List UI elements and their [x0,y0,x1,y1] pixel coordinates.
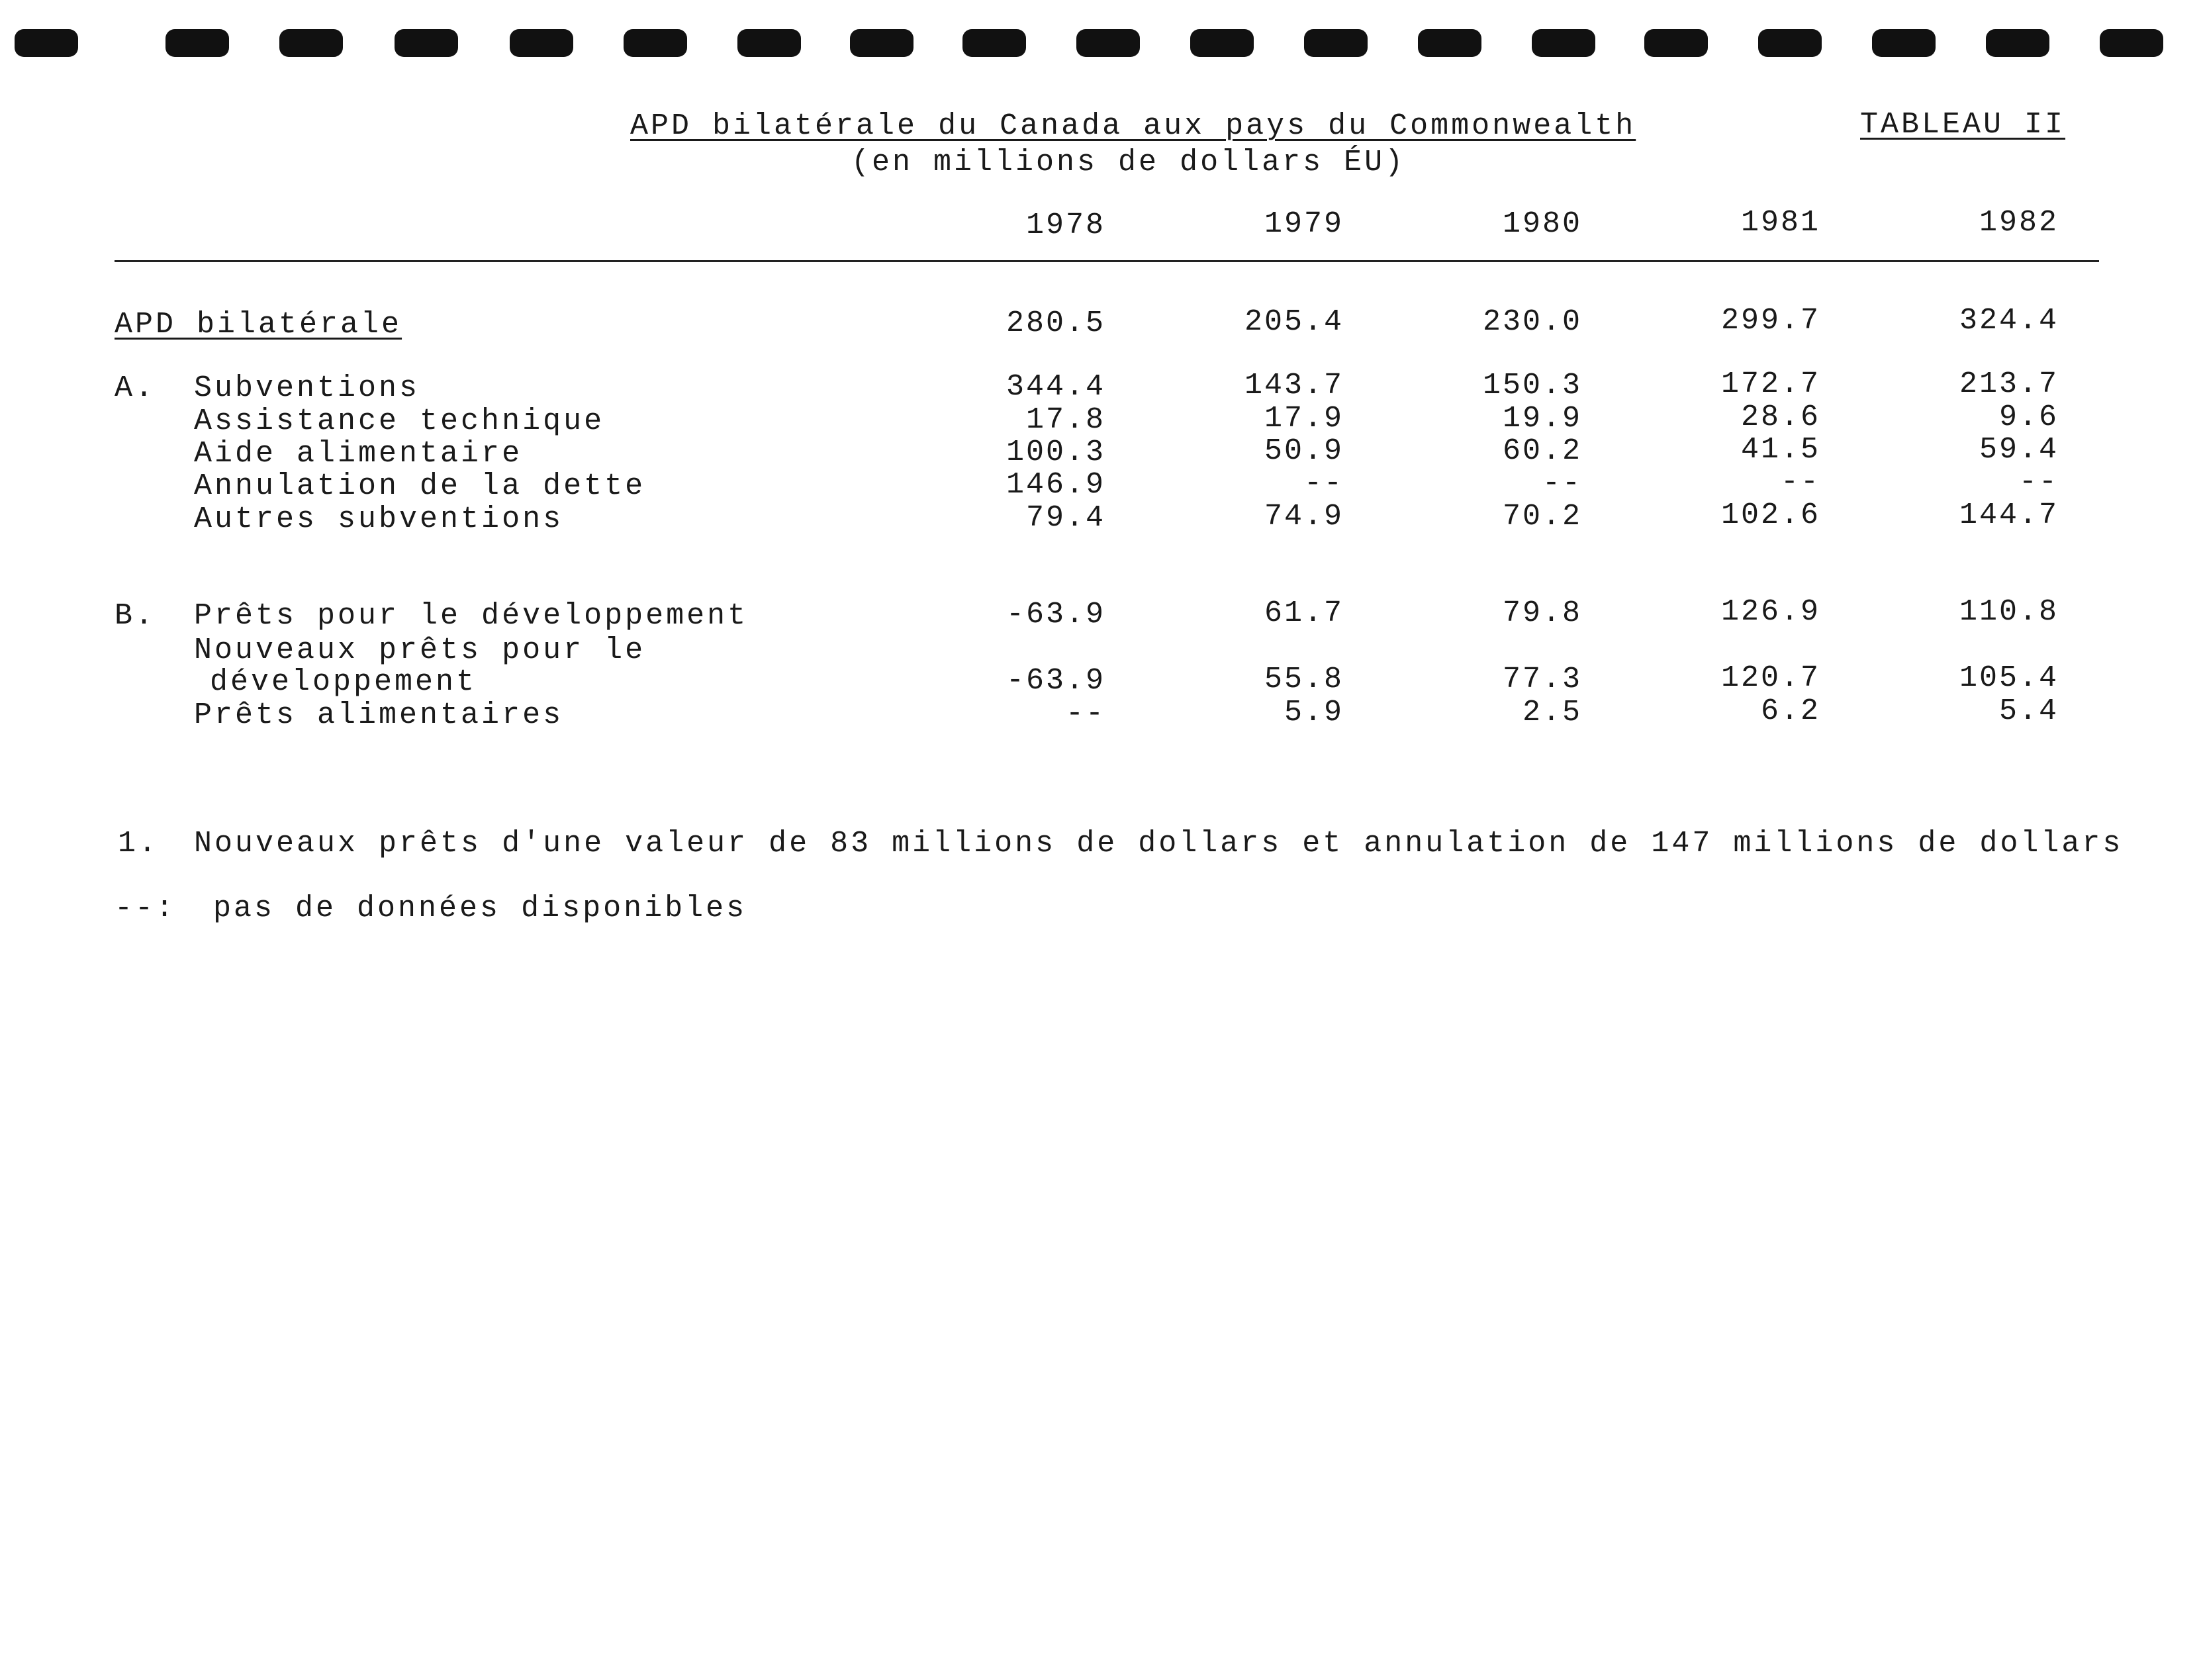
cell-value: 230.0 [1482,305,1582,339]
cell-value: -- [2018,465,2059,499]
binder-punch-holes [0,0,2201,79]
punch-hole [2100,29,2163,57]
punch-hole [395,29,458,57]
cell-value: 77.3 [1502,663,1582,696]
year-header: 1978 [1025,209,1105,242]
footnote-text: pas de données disponibles [213,892,747,925]
cell-value: 55.8 [1264,663,1344,696]
row-label: Prêts alimentaires [194,698,564,732]
cell-value: 126.9 [1720,595,1820,629]
year-header: 1980 [1502,207,1582,241]
cell-value: 146.9 [1006,468,1105,502]
cell-value: 172.7 [1720,367,1820,401]
year-header: 1982 [1979,206,2059,240]
cell-value: 2.5 [1522,696,1582,729]
cell-value: 61.7 [1264,596,1344,630]
row-label: APD bilatérale [115,308,402,342]
punch-hole [1532,29,1595,57]
cell-value: 280.5 [1006,306,1105,340]
punch-hole [279,29,343,57]
punch-hole [1418,29,1481,57]
cell-value: 60.2 [1502,434,1582,468]
footnote-marker: 1. [118,827,160,861]
row-label: Subventions [194,371,420,405]
punch-hole [737,29,801,57]
cell-value: 5.9 [1284,696,1344,729]
cell-value: 19.9 [1502,402,1582,436]
punch-hole [1304,29,1368,57]
cell-value: -- [1065,697,1105,731]
cell-value: -63.9 [1006,598,1105,631]
punch-hole [165,29,229,57]
cell-value: 213.7 [1959,367,2059,401]
document-subtitle: (en millions de dollars ÉU) [851,146,1406,179]
cell-value: 120.7 [1720,661,1820,695]
punch-hole [1872,29,1936,57]
row-label: Autres subventions [194,502,564,536]
cell-value: 150.3 [1482,369,1582,402]
cell-value: 41.5 [1740,433,1820,467]
row-label: Assistance technique [194,404,605,438]
row-label: Aide alimentaire [194,437,523,471]
cell-value: 144.7 [1959,498,2059,532]
row-label: Prêts pour le développement [194,599,749,633]
row-prefix: B. [115,599,156,633]
cell-value: 143.7 [1244,369,1344,402]
cell-value: -- [1542,467,1582,500]
row-label: Nouveaux prêts pour le [194,633,646,667]
cell-value: -63.9 [1006,664,1105,698]
row-label-continued: développement [210,665,477,699]
punch-hole [624,29,687,57]
cell-value: 205.4 [1244,305,1344,339]
row-prefix: A. [115,371,156,405]
punch-hole [510,29,573,57]
punch-hole [962,29,1026,57]
punch-hole [1076,29,1140,57]
cell-value: 6.2 [1760,694,1820,728]
cell-value: 74.9 [1264,500,1344,534]
cell-value: -- [1303,467,1344,500]
punch-hole [850,29,913,57]
footnote-text: Nouveaux prêts d'une valeur de 83 millions de dollars et annulation de 147 millions de dollars [194,827,2124,861]
cell-value: -- [1780,465,1820,499]
punch-hole [1758,29,1822,57]
document-title: APD bilatérale du Canada aux pays du Commonwealth [630,109,1636,143]
table-label: TABLEAU II [1860,108,2066,142]
punch-hole [15,29,78,57]
cell-value: 110.8 [1959,595,2059,629]
year-header: 1981 [1740,206,1820,240]
cell-value: 79.8 [1502,596,1582,630]
punch-hole [1986,29,2049,57]
cell-value: 9.6 [1998,400,2059,434]
footnote-marker: --: [115,892,177,925]
cell-value: 17.9 [1264,402,1344,436]
cell-value: 105.4 [1959,661,2059,695]
punch-hole [1190,29,1254,57]
cell-value: 17.8 [1025,403,1105,437]
cell-value: 50.9 [1264,434,1344,468]
cell-value: 28.6 [1740,400,1820,434]
cell-value: 79.4 [1025,501,1105,535]
header-rule [115,260,2099,262]
cell-value: 324.4 [1959,304,2059,338]
cell-value: 70.2 [1502,500,1582,534]
cell-value: 5.4 [1998,694,2059,728]
cell-value: 102.6 [1720,498,1820,532]
cell-value: 344.4 [1006,370,1105,404]
cell-value: 299.7 [1720,304,1820,338]
row-label: Annulation de la dette [194,469,646,503]
cell-value: 59.4 [1979,433,2059,467]
punch-hole [1644,29,1708,57]
cell-value: 100.3 [1006,436,1105,469]
year-header: 1979 [1264,207,1344,241]
